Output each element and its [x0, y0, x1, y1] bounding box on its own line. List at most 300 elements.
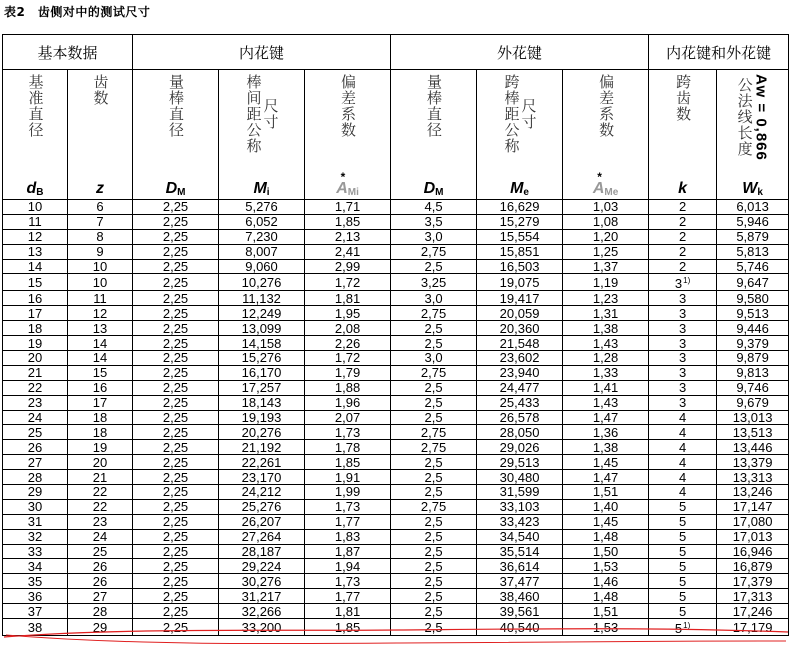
cell-ext-over-pins: 28,050 [477, 425, 563, 440]
cell-reference-diameter: 31 [3, 514, 68, 529]
cell-reference-diameter: 18 [3, 321, 68, 336]
cell-ext-deviation: 1,53 [563, 619, 649, 636]
cell-ext-deviation: 1,33 [563, 365, 649, 380]
cell-int-pin-diameter: 2,25 [133, 291, 219, 306]
cell-int-deviation: 1,77 [305, 589, 391, 604]
cell-span-teeth: 5 [649, 589, 717, 604]
cell-int-between-pins: 23,170 [219, 470, 305, 485]
cell-int-between-pins: 31,217 [219, 589, 305, 604]
cell-span-measurement: 9,379 [717, 336, 789, 351]
cell-reference-diameter: 10 [3, 200, 68, 215]
cell-ext-pin-diameter: 2,75 [391, 440, 477, 455]
cell-ext-pin-diameter: 2,5 [391, 395, 477, 410]
cell-teeth: 25 [68, 544, 133, 559]
cell-span-measurement: 17,080 [717, 514, 789, 529]
cell-ext-pin-diameter: 3,25 [391, 274, 477, 291]
cell-int-pin-diameter: 2,25 [133, 455, 219, 470]
cell-teeth: 21 [68, 470, 133, 485]
symbol-int-dm: $D_M$ [133, 180, 219, 200]
cell-ext-pin-diameter: 2,5 [391, 321, 477, 336]
cell-ext-deviation: 1,48 [563, 529, 649, 544]
cell-ext-pin-diameter: 2,5 [391, 336, 477, 351]
cell-int-between-pins: 30,276 [219, 574, 305, 589]
cell-reference-diameter: 16 [3, 291, 68, 306]
desc-ext-deviation-factor: 偏差系数 [563, 70, 649, 181]
cell-ext-over-pins: 29,026 [477, 440, 563, 455]
cell-span-measurement: 13,379 [717, 455, 789, 470]
desc-ext-dimension-over-pins: 尺寸 跨棒距公称 [477, 70, 563, 181]
cell-ext-pin-diameter: 2,75 [391, 499, 477, 514]
cell-int-pin-diameter: 2,25 [133, 574, 219, 589]
cell-span-measurement: 16,946 [717, 544, 789, 559]
cell-ext-pin-diameter: 3,5 [391, 214, 477, 229]
cell-int-between-pins: 13,099 [219, 321, 305, 336]
footnote-mark: 1) [683, 621, 691, 631]
cell-reference-diameter: 34 [3, 559, 68, 574]
cell-span-teeth: 3 [649, 291, 717, 306]
cell-ext-over-pins: 19,075 [477, 274, 563, 291]
desc-int-deviation-factor: 偏差系数 [305, 70, 391, 181]
cell-teeth: 7 [68, 214, 133, 229]
cell-span-teeth: 4 [649, 470, 717, 485]
cell-reference-diameter: 14 [3, 259, 68, 274]
cell-ext-deviation: 1,37 [563, 259, 649, 274]
table-row [3, 514, 789, 529]
cell-ext-deviation: 1,51 [563, 604, 649, 619]
table-row [3, 351, 789, 366]
cell-int-between-pins: 26,207 [219, 514, 305, 529]
cell-span-teeth: 4 [649, 440, 717, 455]
cell-int-between-pins: 8,007 [219, 244, 305, 259]
cell-int-deviation: 2,41 [305, 244, 391, 259]
cell-int-pin-diameter: 2,25 [133, 306, 219, 321]
cell-ext-pin-diameter: 2,5 [391, 619, 477, 636]
symbol-z: z [68, 180, 133, 200]
table-row [3, 589, 789, 604]
cell-int-pin-diameter: 2,25 [133, 544, 219, 559]
cell-ext-deviation: 1,03 [563, 200, 649, 215]
symbol-mi: $M_i$ [219, 180, 305, 200]
cell-span-teeth: 3 [649, 395, 717, 410]
cell-int-deviation: 1,85 [305, 619, 391, 636]
cell-span-teeth: 2 [649, 200, 717, 215]
cell-reference-diameter: 11 [3, 214, 68, 229]
cell-reference-diameter: 37 [3, 604, 68, 619]
cell-ext-pin-diameter: 2,5 [391, 589, 477, 604]
cell-ext-over-pins: 19,417 [477, 291, 563, 306]
cell-int-pin-diameter: 2,25 [133, 589, 219, 604]
cell-ext-over-pins: 15,279 [477, 214, 563, 229]
cell-int-pin-diameter: 2,25 [133, 559, 219, 574]
cell-reference-diameter: 27 [3, 455, 68, 470]
cell-ext-pin-diameter: 2,5 [391, 455, 477, 470]
cell-int-between-pins: 12,249 [219, 306, 305, 321]
cell-reference-diameter: 21 [3, 365, 68, 380]
cell-ext-pin-diameter: 2,5 [391, 604, 477, 619]
cell-span-teeth: 5 [649, 514, 717, 529]
cell-span-teeth: 3 [649, 380, 717, 395]
cell-span-measurement: 9,446 [717, 321, 789, 336]
cell-ext-deviation: 1,38 [563, 440, 649, 455]
cell-int-pin-diameter: 2,25 [133, 410, 219, 425]
cell-int-pin-diameter: 2,25 [133, 274, 219, 291]
table-row [3, 574, 789, 589]
symbol-k: k [649, 180, 717, 200]
cell-int-deviation: 1,99 [305, 485, 391, 500]
group-header-row [3, 35, 789, 70]
cell-span-measurement: 9,679 [717, 395, 789, 410]
cell-int-pin-diameter: 2,25 [133, 380, 219, 395]
cell-span-measurement: 17,147 [717, 499, 789, 514]
cell-span-measurement: 13,446 [717, 440, 789, 455]
cell-int-deviation: 2,08 [305, 321, 391, 336]
cell-int-between-pins: 18,143 [219, 395, 305, 410]
cell-ext-over-pins: 23,940 [477, 365, 563, 380]
cell-int-between-pins: 9,060 [219, 259, 305, 274]
cell-ext-over-pins: 33,103 [477, 499, 563, 514]
cell-span-measurement: 9,813 [717, 365, 789, 380]
cell-ext-deviation: 1,23 [563, 291, 649, 306]
cell-span-teeth: 5$^{1)}$ [649, 619, 717, 636]
group-both: 内花键和外花键 [649, 35, 789, 70]
symbol-row [3, 180, 789, 200]
cell-int-between-pins: 32,266 [219, 604, 305, 619]
cell-ext-deviation: 1,48 [563, 589, 649, 604]
cell-ext-over-pins: 33,423 [477, 514, 563, 529]
cell-int-deviation: 1,95 [305, 306, 391, 321]
desc-int-dimension-between-pins: 尺寸 棒间距公称 [219, 70, 305, 181]
cell-ext-pin-diameter: 2,5 [391, 259, 477, 274]
cell-teeth: 18 [68, 425, 133, 440]
cell-ext-over-pins: 39,561 [477, 604, 563, 619]
cell-int-between-pins: 7,230 [219, 229, 305, 244]
cell-ext-pin-diameter: 2,5 [391, 544, 477, 559]
cell-span-measurement: 13,246 [717, 485, 789, 500]
cell-span-measurement: 16,879 [717, 559, 789, 574]
cell-int-deviation: 1,73 [305, 574, 391, 589]
cell-teeth: 18 [68, 410, 133, 425]
table-row [3, 499, 789, 514]
cell-int-deviation: 2,99 [305, 259, 391, 274]
cell-span-teeth: 3 [649, 321, 717, 336]
cell-reference-diameter: 38 [3, 619, 68, 636]
desc-span-teeth: 跨齿数 [649, 70, 717, 181]
cell-span-teeth: 5 [649, 559, 717, 574]
cell-span-measurement: 13,313 [717, 470, 789, 485]
cell-teeth: 6 [68, 200, 133, 215]
table-row [3, 395, 789, 410]
cell-int-between-pins: 21,192 [219, 440, 305, 455]
cell-reference-diameter: 17 [3, 306, 68, 321]
table-row [3, 544, 789, 559]
cell-ext-deviation: 1,50 [563, 544, 649, 559]
cell-int-pin-diameter: 2,25 [133, 425, 219, 440]
cell-int-between-pins: 33,200 [219, 619, 305, 636]
table-row [3, 619, 789, 636]
cell-ext-deviation: 1,36 [563, 425, 649, 440]
cell-reference-diameter: 28 [3, 470, 68, 485]
cell-teeth: 8 [68, 229, 133, 244]
cell-ext-over-pins: 15,554 [477, 229, 563, 244]
cell-ext-deviation: 1,45 [563, 455, 649, 470]
cell-int-deviation: 1,87 [305, 544, 391, 559]
table-row [3, 244, 789, 259]
cell-span-measurement: 9,647 [717, 274, 789, 291]
cell-span-measurement: 9,513 [717, 306, 789, 321]
cell-int-deviation: 1,81 [305, 604, 391, 619]
cell-ext-deviation: 1,51 [563, 485, 649, 500]
table-row [3, 274, 789, 291]
cell-int-pin-diameter: 2,25 [133, 485, 219, 500]
cell-ext-over-pins: 16,629 [477, 200, 563, 215]
cell-teeth: 23 [68, 514, 133, 529]
cell-int-deviation: 1,71 [305, 200, 391, 215]
cell-int-pin-diameter: 2,25 [133, 499, 219, 514]
cell-teeth: 19 [68, 440, 133, 455]
table-row [3, 365, 789, 380]
cell-int-between-pins: 28,187 [219, 544, 305, 559]
cell-ext-deviation: 1,46 [563, 574, 649, 589]
cell-span-teeth: 4 [649, 425, 717, 440]
cell-ext-over-pins: 35,514 [477, 544, 563, 559]
cell-ext-pin-diameter: 2,5 [391, 410, 477, 425]
cell-int-pin-diameter: 2,25 [133, 604, 219, 619]
cell-reference-diameter: 24 [3, 410, 68, 425]
desc-int-pin-diameter: 量棒直径 [133, 70, 219, 181]
cell-span-measurement: 17,379 [717, 574, 789, 589]
cell-reference-diameter: 32 [3, 529, 68, 544]
cell-int-pin-diameter: 2,25 [133, 259, 219, 274]
cell-int-between-pins: 17,257 [219, 380, 305, 395]
cell-teeth: 26 [68, 559, 133, 574]
cell-span-measurement: 5,879 [717, 229, 789, 244]
cell-ext-over-pins: 15,851 [477, 244, 563, 259]
table-row [3, 306, 789, 321]
cell-span-teeth: 2 [649, 229, 717, 244]
cell-ext-over-pins: 29,513 [477, 455, 563, 470]
cell-span-teeth: 5 [649, 499, 717, 514]
cell-ext-over-pins: 38,460 [477, 589, 563, 604]
cell-int-between-pins: 24,212 [219, 485, 305, 500]
cell-teeth: 20 [68, 455, 133, 470]
cell-int-deviation: 1,96 [305, 395, 391, 410]
cell-int-pin-diameter: 2,25 [133, 214, 219, 229]
cell-int-between-pins: 27,264 [219, 529, 305, 544]
group-external: 外花键 [391, 35, 649, 70]
table-row [3, 559, 789, 574]
cell-ext-pin-diameter: 3,0 [391, 229, 477, 244]
cell-int-between-pins: 5,276 [219, 200, 305, 215]
table-row [3, 291, 789, 306]
cell-int-deviation: 1,73 [305, 499, 391, 514]
cell-reference-diameter: 22 [3, 380, 68, 395]
table-caption: 表2 齿侧对中的测试尺寸 [4, 5, 151, 19]
cell-reference-diameter: 29 [3, 485, 68, 500]
cell-span-measurement: 6,013 [717, 200, 789, 215]
cell-ext-pin-diameter: 3,0 [391, 351, 477, 366]
table-row [3, 214, 789, 229]
test-dimensions-table [2, 34, 789, 636]
table-row [3, 410, 789, 425]
footnote-mark: 1) [683, 276, 691, 286]
cell-reference-diameter: 23 [3, 395, 68, 410]
cell-span-teeth: 4 [649, 455, 717, 470]
cell-ext-over-pins: 21,548 [477, 336, 563, 351]
cell-span-teeth: 4 [649, 485, 717, 500]
table-row [3, 529, 789, 544]
cell-span-measurement: 17,013 [717, 529, 789, 544]
cell-int-between-pins: 10,276 [219, 274, 305, 291]
table-row [3, 470, 789, 485]
cell-ext-deviation: 1,38 [563, 321, 649, 336]
cell-int-deviation: 1,73 [305, 425, 391, 440]
cell-span-measurement: 17,246 [717, 604, 789, 619]
table-row [3, 380, 789, 395]
cell-span-measurement: 9,879 [717, 351, 789, 366]
cell-reference-diameter: 12 [3, 229, 68, 244]
cell-reference-diameter: 15 [3, 274, 68, 291]
desc-span-measurement: Aw = 0,866 公法线长度 [717, 70, 789, 181]
cell-int-deviation: 2,13 [305, 229, 391, 244]
cell-int-between-pins: 29,224 [219, 559, 305, 574]
cell-ext-deviation: 1,41 [563, 380, 649, 395]
cell-ext-deviation: 1,45 [563, 514, 649, 529]
symbol-ame: * $A_{Me}$ [563, 180, 649, 200]
symbol-wk: $W_k$ [717, 180, 789, 200]
cell-ext-pin-diameter: 4,5 [391, 200, 477, 215]
symbol-ext-dm: $D_M$ [391, 180, 477, 200]
table-row [3, 455, 789, 470]
cell-reference-diameter: 19 [3, 336, 68, 351]
cell-span-teeth: 3 [649, 306, 717, 321]
table-row [3, 604, 789, 619]
cell-ext-pin-diameter: 2,75 [391, 306, 477, 321]
cell-int-deviation: 1,85 [305, 214, 391, 229]
symbol-db: $d_B$ [3, 180, 68, 200]
cell-reference-diameter: 35 [3, 574, 68, 589]
group-internal: 内花键 [133, 35, 391, 70]
cell-teeth: 15 [68, 365, 133, 380]
cell-int-deviation: 1,83 [305, 529, 391, 544]
cell-int-pin-diameter: 2,25 [133, 470, 219, 485]
description-row [3, 70, 789, 181]
cell-span-measurement: 9,746 [717, 380, 789, 395]
cell-int-pin-diameter: 2,25 [133, 244, 219, 259]
cell-teeth: 22 [68, 485, 133, 500]
table-row [3, 485, 789, 500]
cell-ext-over-pins: 16,503 [477, 259, 563, 274]
cell-int-deviation: 1,79 [305, 365, 391, 380]
cell-span-measurement: 13,513 [717, 425, 789, 440]
cell-int-pin-diameter: 2,25 [133, 514, 219, 529]
cell-int-between-pins: 25,276 [219, 499, 305, 514]
cell-ext-pin-diameter: 2,5 [391, 380, 477, 395]
cell-ext-deviation: 1,40 [563, 499, 649, 514]
cell-teeth: 27 [68, 589, 133, 604]
cell-teeth: 24 [68, 529, 133, 544]
cell-int-pin-diameter: 2,25 [133, 351, 219, 366]
cell-int-between-pins: 22,261 [219, 455, 305, 470]
cell-ext-over-pins: 36,614 [477, 559, 563, 574]
cell-teeth: 10 [68, 259, 133, 274]
desc-reference-diameter: 基准直径 [3, 70, 68, 181]
cell-ext-deviation: 1,08 [563, 214, 649, 229]
cell-int-between-pins: 20,276 [219, 425, 305, 440]
cell-ext-deviation: 1,25 [563, 244, 649, 259]
cell-ext-over-pins: 24,477 [477, 380, 563, 395]
cell-teeth: 14 [68, 336, 133, 351]
cell-reference-diameter: 26 [3, 440, 68, 455]
cell-teeth: 16 [68, 380, 133, 395]
cell-span-measurement: 13,013 [717, 410, 789, 425]
cell-span-teeth: 3 [649, 336, 717, 351]
cell-teeth: 9 [68, 244, 133, 259]
cell-int-pin-diameter: 2,25 [133, 440, 219, 455]
cell-int-pin-diameter: 2,25 [133, 336, 219, 351]
table-row [3, 321, 789, 336]
cell-teeth: 22 [68, 499, 133, 514]
cell-ext-deviation: 1,43 [563, 336, 649, 351]
cell-ext-over-pins: 25,433 [477, 395, 563, 410]
cell-ext-over-pins: 20,059 [477, 306, 563, 321]
cell-int-deviation: 1,77 [305, 514, 391, 529]
cell-ext-pin-diameter: 2,5 [391, 470, 477, 485]
cell-span-measurement: 5,813 [717, 244, 789, 259]
cell-int-deviation: 1,78 [305, 440, 391, 455]
cell-reference-diameter: 13 [3, 244, 68, 259]
cell-span-teeth: 4 [649, 410, 717, 425]
cell-int-deviation: 1,91 [305, 470, 391, 485]
cell-teeth: 12 [68, 306, 133, 321]
cell-teeth: 28 [68, 604, 133, 619]
cell-teeth: 11 [68, 291, 133, 306]
cell-int-pin-diameter: 2,25 [133, 200, 219, 215]
cell-ext-over-pins: 30,480 [477, 470, 563, 485]
cell-span-measurement: 9,580 [717, 291, 789, 306]
cell-int-deviation: 2,07 [305, 410, 391, 425]
table-row [3, 259, 789, 274]
cell-ext-over-pins: 31,599 [477, 485, 563, 500]
cell-span-teeth: 5 [649, 574, 717, 589]
cell-ext-deviation: 1,47 [563, 470, 649, 485]
desc-number-of-teeth: 齿数 [68, 70, 133, 181]
cell-ext-deviation: 1,53 [563, 559, 649, 574]
cell-ext-over-pins: 20,360 [477, 321, 563, 336]
cell-span-measurement: 17,179 [717, 619, 789, 636]
symbol-ami: * $A_{Mi}$ [305, 180, 391, 200]
desc-ext-pin-diameter: 量棒直径 [391, 70, 477, 181]
cell-span-teeth: 5 [649, 529, 717, 544]
cell-int-between-pins: 6,052 [219, 214, 305, 229]
cell-ext-deviation: 1,19 [563, 274, 649, 291]
cell-reference-diameter: 33 [3, 544, 68, 559]
cell-int-deviation: 1,81 [305, 291, 391, 306]
cell-ext-pin-diameter: 2,5 [391, 529, 477, 544]
cell-ext-over-pins: 34,540 [477, 529, 563, 544]
cell-ext-over-pins: 40,540 [477, 619, 563, 636]
cell-ext-pin-diameter: 2,5 [391, 485, 477, 500]
cell-ext-pin-diameter: 2,5 [391, 514, 477, 529]
cell-int-pin-diameter: 2,25 [133, 395, 219, 410]
cell-span-measurement: 5,746 [717, 259, 789, 274]
data-rows [3, 200, 789, 636]
cell-int-pin-diameter: 2,25 [133, 229, 219, 244]
cell-ext-deviation: 1,31 [563, 306, 649, 321]
group-basic: 基本数据 [3, 35, 133, 70]
cell-int-deviation: 1,94 [305, 559, 391, 574]
cell-ext-deviation: 1,28 [563, 351, 649, 366]
cell-span-teeth: 2 [649, 214, 717, 229]
